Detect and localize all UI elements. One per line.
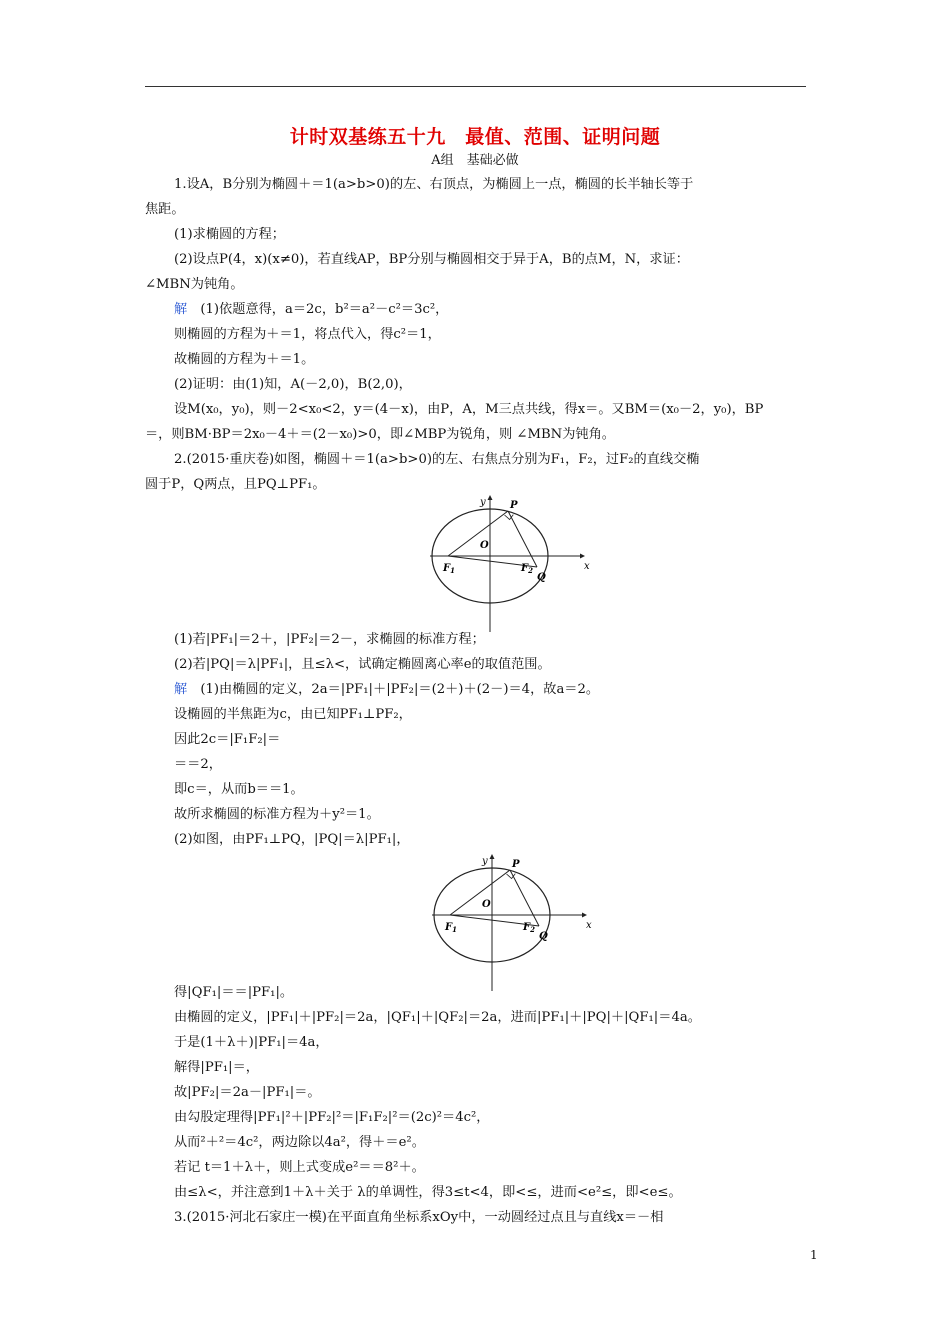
text-line: 由≤λ<，并注意到1＋λ＋关于 λ的单调性，得3≤t<4，即<≤，进而<e²≤，即<e≤。 [174,1185,682,1200]
label-f2: F [521,563,529,574]
ellipse-figure [428,492,588,638]
label-axis-x: x [584,561,590,572]
label-f1: F [443,563,451,574]
text-line: 故所求椭圆的标准方程为＋y²＝1。 [174,807,380,822]
label-f1: F [445,922,453,933]
section-subtitle: A组 基础必做 [431,153,519,168]
label-axis-x: x [586,920,592,931]
label-axis-y: y [482,856,488,867]
text-line: 圆于P，Q两点，且PQ⊥PF₁。 [145,477,326,492]
text-line: (1)求椭圆的方程； [174,227,285,242]
label-point-p: P [510,500,518,511]
text-line: 设M(x₀，y₀)，则－2<x₀<2，y＝(4－x)，由P，A，M三点共线，得x＝。又BM＝(x₀－2，y₀)，BP [174,402,764,417]
label-point-p: P [512,859,520,870]
text-line: 焦距。 [145,202,185,217]
text-line: 于是(1＋λ＋)|PF₁|＝4a， [174,1035,329,1050]
text-line: 由椭圆的定义，|PF₁|＋|PF₂|＝2a，|QF₁|＋|QF₂|＝2a，进而|PF₁|＋|PQ|＋|QF₁|＝4a。 [174,1010,701,1025]
x-axis-arrow [582,913,587,918]
text-line: 解得|PF₁|＝， [174,1060,259,1075]
svg-text:F2 [520,563,533,575]
label-f1-sub: 1 [450,566,455,575]
label-f1-sub: 1 [452,925,457,934]
text-line: ∠MBN为钝角。 [145,277,244,292]
page-title: 计时双基练五十九 最值、范围、证明问题 [289,126,661,148]
text-line: 1.设A，B分别为椭圆＋＝1(a>b>0)的左、右顶点，为椭圆上一点，椭圆的长半轴长等于 [174,177,694,192]
text-line: 2.(2015·重庆卷)如图，椭圆＋＝1(a>b>0)的左、右焦点分别为F₁，F₂，过F₂的直线交椭 [174,452,700,467]
svg-text:F1 [444,922,457,934]
solution-text: (1)由椭圆的定义，2a＝|PF₁|＋|PF₂|＝(2＋)＋(2－)＝4，故a＝2。 [187,682,600,697]
text-line: 从而²＋²＝4c²，两边除以4a²，得＋＝e²。 [174,1135,425,1150]
text-line: 若记 t＝1＋λ＋，则上式变成e²＝＝8²＋。 [174,1160,425,1175]
figure-block [145,852,806,980]
label-f2: F [523,922,531,933]
text-line: 设椭圆的半焦距为c，由已知PF₁⊥PF₂， [174,707,412,722]
text-line: ＝＝2， [174,757,222,772]
solution-label: 解 [174,302,188,317]
text-line: (2)设点P(4，x)(x≠0)，若直线AP，BP分别与椭圆相交于异于A，B的点M，N，求证： [174,252,689,267]
svg-text:F2 [522,922,535,934]
text-line: 故椭圆的方程为＋＝1。 [174,352,315,367]
text-line: 故|PF₂|＝2a－|PF₁|＝。 [174,1085,321,1100]
text-line [145,297,806,322]
y-axis-arrow [488,495,493,500]
text-line: 3.(2015·河北石家庄一模)在平面直角坐标系xOy中，一动圆经过点且与直线x＝－相 [174,1210,664,1225]
x-axis-arrow [580,554,585,559]
segment-pq [508,511,537,567]
label-point-q: Q [539,931,548,942]
text-line: (2)若|PQ|＝λ|PF₁|，且≤λ<，试确定椭圆离心率e的取值范围。 [174,657,551,672]
document-body [145,172,806,1230]
svg-text:F1 [442,563,455,575]
text-line: 得|QF₁|＝＝|PF₁|。 [174,985,294,1000]
ellipse-figure [430,851,590,997]
text-line: (1)若|PF₁|＝2＋，|PF₂|＝2－，求椭圆的标准方程； [174,632,485,647]
label-f2-sub: 2 [528,566,533,575]
text-line [145,677,806,702]
header-rule [145,86,806,87]
text-line: 即c＝，从而b＝＝1。 [174,782,304,797]
label-origin: O [482,899,491,910]
label-f2-sub: 2 [530,925,535,934]
solution-label: 解 [174,682,188,697]
text-line: 因此2c＝|F₁F₂|＝ [174,732,281,747]
page-number: 1 [810,1248,818,1262]
solution-text: (1)依题意得，a＝2c，b²＝a²－c²＝3c²， [187,302,449,317]
figure-block [145,497,806,627]
segment-pq [510,870,539,926]
text-line: 由勾股定理得|PF₁|²＋|PF₂|²＝|F₁F₂|²＝(2c)²＝4c²， [174,1110,490,1125]
y-axis-arrow [490,854,495,859]
label-origin: O [480,540,489,551]
text-line: (2)如图，由PF₁⊥PQ，|PQ|＝λ|PF₁|， [174,832,410,847]
label-point-q: Q [537,572,546,583]
text-line: ＝，则BM·BP＝2x₀－4＋＝(2－x₀)>0，即∠MBP为锐角，则 ∠MBN为钝角。 [145,427,615,442]
text-line: 则椭圆的方程为＋＝1，将点代入，得c²＝1， [174,327,441,342]
text-line: (2)证明：由(1)知，A(－2,0)，B(2,0)， [174,377,412,392]
label-axis-y: y [480,497,486,508]
